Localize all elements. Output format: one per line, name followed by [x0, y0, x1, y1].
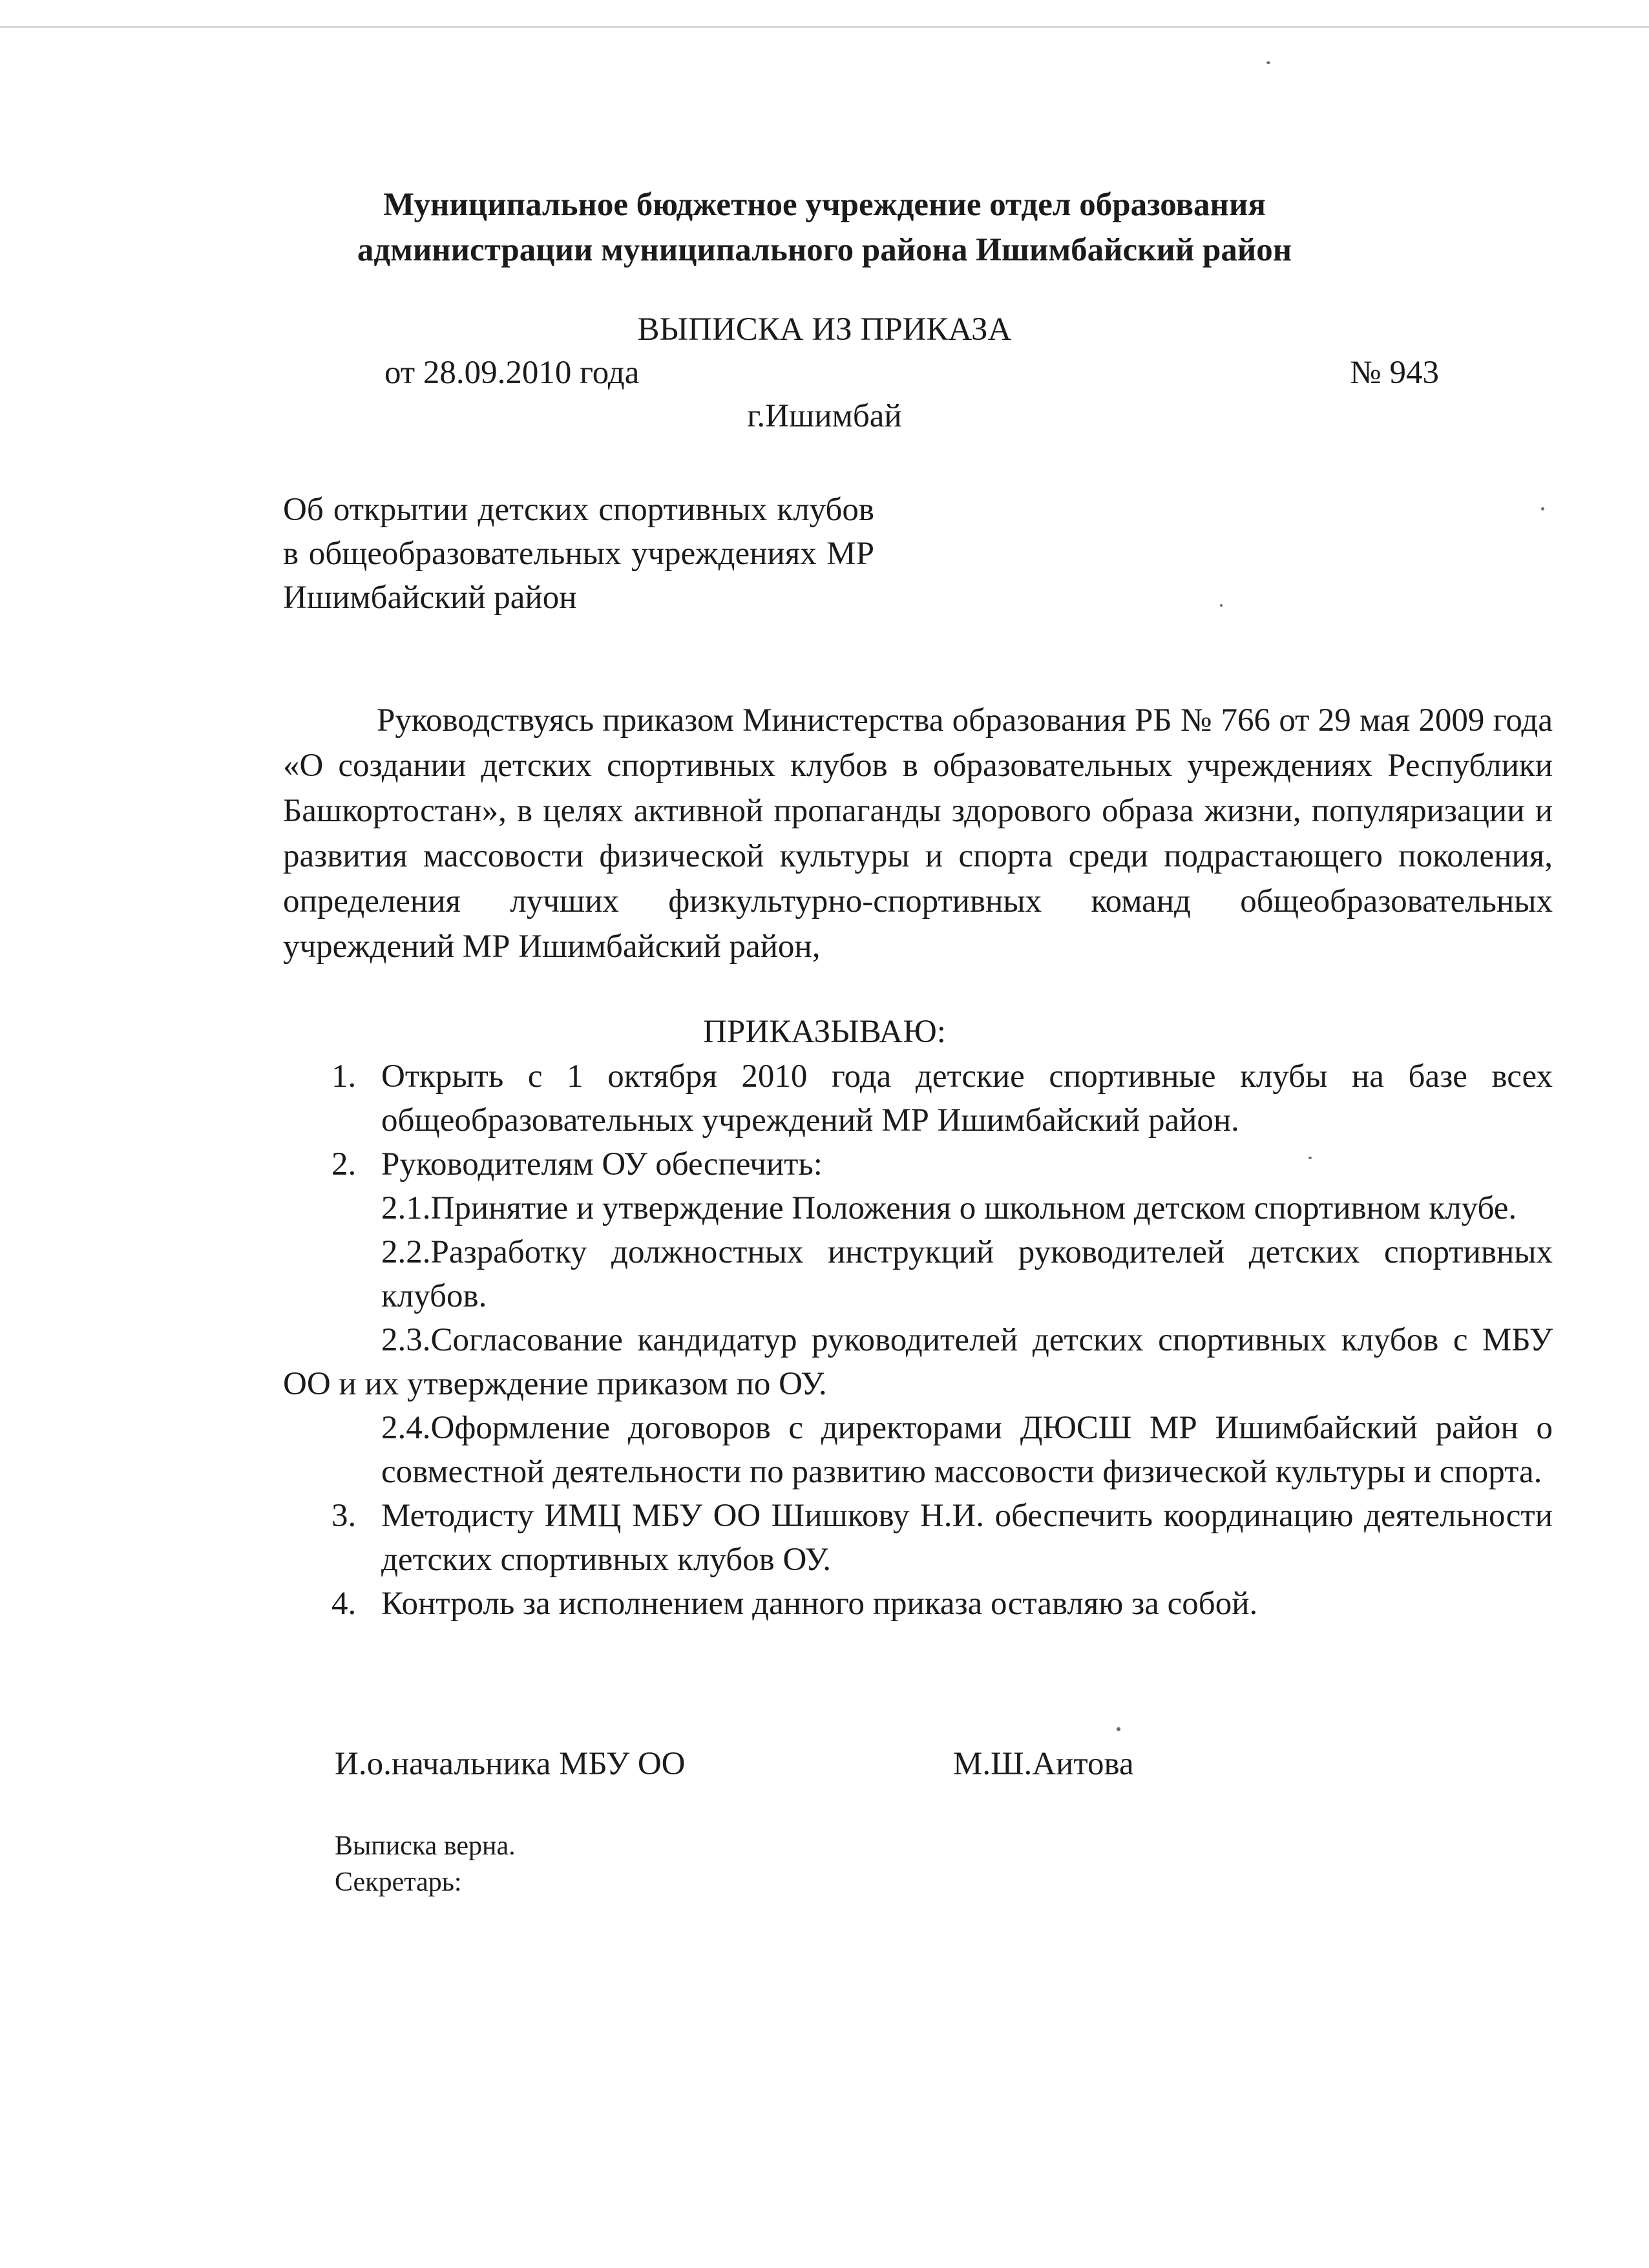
- scan-edge-line: [0, 26, 1649, 28]
- order-items-list: [283, 1055, 1553, 1626]
- signatory-name: М.Ш.Аитова: [953, 1746, 1134, 1782]
- secretary-label: Секретарь:: [335, 1867, 462, 1897]
- order-item-2: [283, 1142, 1553, 1186]
- header-line-1: Муниципальное бюджетное учреждение отдел образования: [383, 187, 1266, 223]
- order-preamble: Руководствуясь приказом Министерства образования РБ № 766 от 29 мая 2009 года «О создании детских спортивных клубов в образовательных учреждениях Республики Башкортостан», в целях активной пропаганды здорового образа жизни, популяризации и развития массовости физической культуры и спорта среди подрастающего поколения, определения лучших физкультурно-спортивных команд общеобразовательных учреждений МР Ишимбайский район,: [283, 702, 1553, 965]
- order-city: г.Ишимбай: [747, 398, 902, 434]
- scan-speck: [1266, 61, 1270, 64]
- item-number: 2.: [331, 1146, 357, 1182]
- order-subitem-2-3: 2.3.Согласование кандидатур руководителей детских спортивных клубов с МБУ ОО и их утверждение приказом по ОУ.: [283, 1322, 1553, 1402]
- item-number: 4.: [331, 1586, 357, 1622]
- order-subitem-2-4: 2.4.Оформление договоров с директорами ДЮСШ МР Ишимбайский район о совместной деятельности по развитию массовости физической культуры и спорта.: [381, 1410, 1553, 1490]
- item-number: 1.: [331, 1058, 357, 1095]
- item-text: Контроль за исполнением данного приказа оставляю за собой.: [381, 1586, 1258, 1622]
- order-item-4: [283, 1582, 1553, 1626]
- scan-speck: [1220, 604, 1223, 607]
- order-number: № 943: [1350, 355, 1439, 391]
- order-date: от 28.09.2010 года: [384, 355, 640, 391]
- document-header: [0, 182, 1649, 273]
- order-item-1: [283, 1055, 1553, 1142]
- item-number: 3.: [331, 1498, 357, 1534]
- scan-speck: [1117, 1727, 1120, 1731]
- extract-verified-note: Выписка верна.: [335, 1831, 516, 1861]
- item-text: Методисту ИМЦ МБУ ОО Шишкову Н.И. обеспечить координацию деятельности детских спортивных клубов ОУ.: [381, 1498, 1553, 1578]
- order-item-3: [283, 1494, 1553, 1582]
- document-type-title: ВЫПИСКА ИЗ ПРИКАЗА: [637, 311, 1012, 348]
- signatory-position: И.о.начальника МБУ ОО: [335, 1746, 686, 1782]
- order-subitem-2-2: 2.2.Разработку должностных инструкций руководителей детских спортивных клубов.: [381, 1234, 1553, 1314]
- order-directive-word: ПРИКАЗЫВАЮ:: [703, 1014, 946, 1050]
- item-text: Руководителям ОУ обеспечить:: [381, 1146, 823, 1182]
- order-subitem-2-1: 2.1.Принятие и утверждение Положения о школьном детском спортивном клубе.: [381, 1190, 1517, 1226]
- header-line-2: администрации муниципального района Ишимбайский район: [357, 232, 1292, 268]
- item-text: Открыть с 1 октября 2010 года детские спортивные клубы на базе всех общеобразовательных учреждений МР Ишимбайский район.: [381, 1058, 1553, 1139]
- order-subject: Об открытии детских спортивных клубов в общеобразовательных учреждениях МР Ишимбайский район: [283, 492, 874, 616]
- scan-speck: [1541, 507, 1544, 510]
